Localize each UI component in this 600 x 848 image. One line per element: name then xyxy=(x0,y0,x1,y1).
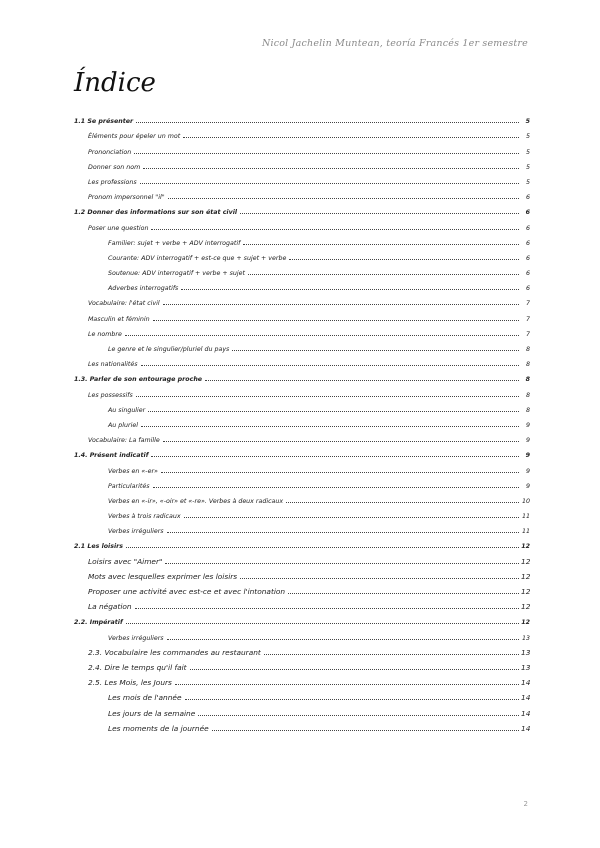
toc-entry[interactable] xyxy=(74,505,530,520)
toc-entry-page: 9 xyxy=(525,421,530,429)
toc-entry-page: 13 xyxy=(521,662,531,672)
toc-entry[interactable] xyxy=(74,353,530,368)
toc-entry-label: Adverbes interrogatifs xyxy=(108,285,179,293)
dot-leader xyxy=(126,623,519,624)
toc-entry[interactable] xyxy=(74,110,530,125)
toc-entry-page: 9 xyxy=(525,437,530,445)
toc-entry-label: 2.1 Les loisirs xyxy=(74,543,123,551)
toc-entry-label: Au pluriel xyxy=(108,421,138,429)
toc-entry[interactable] xyxy=(74,459,530,474)
toc-entry[interactable] xyxy=(74,642,530,657)
toc-entry-page: 6 xyxy=(525,270,530,278)
dot-leader xyxy=(165,563,519,564)
toc-entry[interactable] xyxy=(74,186,530,201)
toc-entry-page: 12 xyxy=(521,587,531,596)
toc-entry-label: Particularités xyxy=(108,482,150,490)
toc-entry-page: 8 xyxy=(525,346,530,353)
toc-entry[interactable] xyxy=(74,368,530,383)
toc-entry[interactable] xyxy=(74,566,530,581)
toc-entry-page: 12 xyxy=(521,619,530,627)
dot-leader xyxy=(167,532,519,533)
dot-leader xyxy=(183,137,519,138)
dot-leader xyxy=(136,122,519,123)
dot-leader xyxy=(126,547,519,548)
dot-leader xyxy=(136,396,519,397)
dot-leader xyxy=(288,593,519,594)
toc-entry[interactable] xyxy=(74,444,530,459)
toc-entry-page: 14 xyxy=(521,693,531,703)
dot-leader xyxy=(205,380,519,381)
toc-entry-label: Les moments de la journée xyxy=(108,723,209,733)
toc-entry-label: Courante: ADV interrogatif + est-ce que + sujet + verbe xyxy=(108,254,287,262)
toc-entry-page: 12 xyxy=(521,571,531,581)
dot-leader xyxy=(163,441,519,442)
dot-leader xyxy=(143,168,519,169)
dot-leader xyxy=(168,198,519,199)
toc-entry-label: Loisirs avec "Aimer" xyxy=(88,556,163,566)
toc-entry-label: Les jours de la semaine xyxy=(108,708,196,718)
dot-leader xyxy=(167,639,519,640)
toc-entry-label: Éléments pour épeler un mot xyxy=(88,133,181,141)
dot-leader xyxy=(232,350,519,351)
toc-entry-page: 5 xyxy=(525,163,530,171)
dot-leader xyxy=(185,699,519,700)
toc-entry-label: Vocabulaire: La famille xyxy=(88,437,160,445)
dot-leader xyxy=(151,456,519,457)
toc-entry[interactable] xyxy=(74,216,530,231)
toc-entry-page: 9 xyxy=(525,482,530,490)
toc-entry-label: Vocabulaire: l'état civil xyxy=(88,300,160,308)
toc-entry[interactable] xyxy=(74,156,530,171)
dot-leader xyxy=(163,304,519,305)
toc-entry[interactable] xyxy=(74,125,530,140)
toc-entry[interactable] xyxy=(74,277,530,292)
toc-entry-page: 13 xyxy=(521,647,531,657)
dot-leader xyxy=(181,289,519,290)
toc-entry-page: 12 xyxy=(521,543,530,551)
toc-entry[interactable] xyxy=(74,490,530,505)
toc-entry[interactable] xyxy=(74,383,530,398)
toc-entry-label: Au singulier xyxy=(108,406,146,414)
dot-leader xyxy=(125,335,519,336)
toc-entry[interactable] xyxy=(74,672,530,687)
toc-entry-page: 11 xyxy=(521,513,530,521)
toc-entry-page: 5 xyxy=(525,133,530,141)
toc-entry[interactable] xyxy=(74,718,530,733)
toc-entry-page: 11 xyxy=(521,528,530,536)
toc-entry-page: 6 xyxy=(525,239,530,247)
toc-entry-label: 1.2 Donner des informations sur son état civil xyxy=(74,209,238,217)
toc-entry-page: 12 xyxy=(521,602,531,612)
dot-leader xyxy=(286,502,519,503)
toc-entry-label: Proposer une activité avec est-ce et avec l'intonation xyxy=(88,587,286,596)
toc-entry-page: 9 xyxy=(525,467,530,475)
dot-leader xyxy=(289,259,519,260)
page-title: Índice xyxy=(74,68,156,98)
toc-entry-page: 8 xyxy=(525,406,530,414)
page-number: 2 xyxy=(523,800,528,808)
toc-entry-label: Poser une question xyxy=(88,224,149,232)
toc-entry-label: Les nationalités xyxy=(88,361,138,369)
toc-entry[interactable] xyxy=(74,201,530,216)
toc-entry[interactable] xyxy=(74,550,530,565)
toc-entry-label: Verbes en «-ir», «-oir» et «-re». Verbes à deux radicaux xyxy=(108,497,284,505)
page-header: Nicol Jachelin Muntean, teoría Francés 1er semestre xyxy=(261,38,528,49)
toc-entry[interactable] xyxy=(74,611,530,626)
dot-leader xyxy=(248,274,519,275)
dot-leader xyxy=(153,487,520,488)
toc-entry-page: 5 xyxy=(525,118,530,126)
toc-entry[interactable] xyxy=(74,596,530,611)
toc-entry-page: 6 xyxy=(525,209,530,217)
toc-entry[interactable] xyxy=(74,307,530,322)
toc-entry-label: 1.3. Parler de son entourage proche xyxy=(74,376,203,384)
toc-entry[interactable] xyxy=(74,429,530,444)
dot-leader xyxy=(135,608,519,609)
toc-entry-page: 6 xyxy=(525,254,530,262)
toc-entry-page: 13 xyxy=(521,634,530,642)
dot-leader xyxy=(264,654,519,655)
toc-entry-label: 1.1 Se présenter xyxy=(74,118,134,126)
table-of-contents xyxy=(74,110,530,733)
toc-entry-label: 2.5. Les Mois, les Jours xyxy=(88,678,172,688)
dot-leader xyxy=(240,213,519,214)
toc-entry-label: Verbes en «-er» xyxy=(108,467,158,475)
toc-entry[interactable] xyxy=(74,262,530,277)
toc-entry-page: 10 xyxy=(521,497,530,505)
dot-leader xyxy=(240,578,519,579)
toc-entry-label: La négation xyxy=(88,602,132,612)
toc-entry-page: 5 xyxy=(525,148,530,156)
toc-entry[interactable] xyxy=(74,702,530,717)
dot-leader xyxy=(184,517,519,518)
toc-entry[interactable] xyxy=(74,535,530,550)
toc-entry[interactable] xyxy=(74,657,530,672)
toc-entry-label: Les professions xyxy=(88,178,137,186)
toc-entry[interactable] xyxy=(74,475,530,490)
toc-entry-label: Prononciation xyxy=(88,148,132,156)
dot-leader xyxy=(140,183,519,184)
toc-entry[interactable] xyxy=(74,338,530,353)
toc-entry-page: 14 xyxy=(521,708,531,718)
dot-leader xyxy=(153,320,519,321)
dot-leader xyxy=(175,684,519,685)
toc-entry-page: 12 xyxy=(521,556,531,566)
toc-entry-label: Le nombre xyxy=(88,330,122,338)
toc-entry-page: 8 xyxy=(525,361,530,369)
toc-entry-label: Soutenue: ADV interrogatif + verbe + sujet xyxy=(108,270,246,278)
dot-leader xyxy=(141,426,519,427)
toc-entry[interactable] xyxy=(74,399,530,414)
toc-entry-page: 8 xyxy=(525,376,530,384)
toc-entry-page: 6 xyxy=(525,285,530,293)
toc-entry-label: 2.4. Dire le temps qu'il fait xyxy=(88,662,187,672)
toc-entry[interactable] xyxy=(74,581,530,596)
toc-entry-label: 2.2. Impératif xyxy=(74,619,123,627)
toc-entry-label: Verbes irréguliers xyxy=(108,528,164,536)
toc-entry-page: 7 xyxy=(525,330,530,338)
dot-leader xyxy=(148,411,519,412)
toc-entry[interactable] xyxy=(74,292,530,307)
toc-entry[interactable] xyxy=(74,140,530,155)
toc-entry-label: Le genre et le singulier/pluriel du pays xyxy=(108,346,230,353)
toc-entry[interactable] xyxy=(74,626,530,641)
dot-leader xyxy=(161,472,519,473)
toc-entry[interactable] xyxy=(74,232,530,247)
toc-entry-page: 6 xyxy=(525,194,530,202)
toc-entry-page: 9 xyxy=(525,452,530,460)
dot-leader xyxy=(190,669,519,670)
toc-entry-label: Les possessifs xyxy=(88,391,133,399)
toc-entry-label: Verbes irréguliers xyxy=(108,634,164,642)
dot-leader xyxy=(141,365,519,366)
toc-entry-label: Pronom impersonnel "il" xyxy=(88,194,165,202)
dot-leader xyxy=(151,229,519,230)
toc-entry[interactable] xyxy=(74,520,530,535)
dot-leader xyxy=(243,244,519,245)
toc-entry-page: 5 xyxy=(525,178,530,186)
toc-entry-page: 14 xyxy=(521,678,531,688)
toc-entry[interactable] xyxy=(74,171,530,186)
toc-entry-label: Verbes à trois radicaux xyxy=(108,513,181,521)
toc-entry-page: 7 xyxy=(525,300,530,308)
toc-entry-label: 2.3. Vocabulaire les commandes au restaurant xyxy=(88,647,261,657)
toc-entry-label: Mots avec lesquelles exprimer les loisirs xyxy=(88,571,238,581)
toc-entry-label: Familier: sujet + verbe + ADV interrogatif xyxy=(108,239,241,247)
toc-entry[interactable] xyxy=(74,323,530,338)
toc-entry-page: 6 xyxy=(525,224,530,232)
toc-entry-label: Masculin et féminin xyxy=(88,315,150,323)
toc-entry[interactable] xyxy=(74,247,530,262)
toc-entry-page: 8 xyxy=(525,391,530,399)
toc-entry-label: Donner son nom xyxy=(88,163,141,171)
toc-entry-label: 1.4. Présent indicatif xyxy=(74,452,149,460)
dot-leader xyxy=(134,153,519,154)
toc-entry-page: 7 xyxy=(525,315,530,323)
toc-entry[interactable] xyxy=(74,414,530,429)
toc-entry-label: Les mois de l'année xyxy=(108,693,182,703)
dot-leader xyxy=(212,730,519,731)
toc-entry[interactable] xyxy=(74,687,530,702)
dot-leader xyxy=(198,715,519,716)
toc-entry-page: 14 xyxy=(521,723,531,733)
